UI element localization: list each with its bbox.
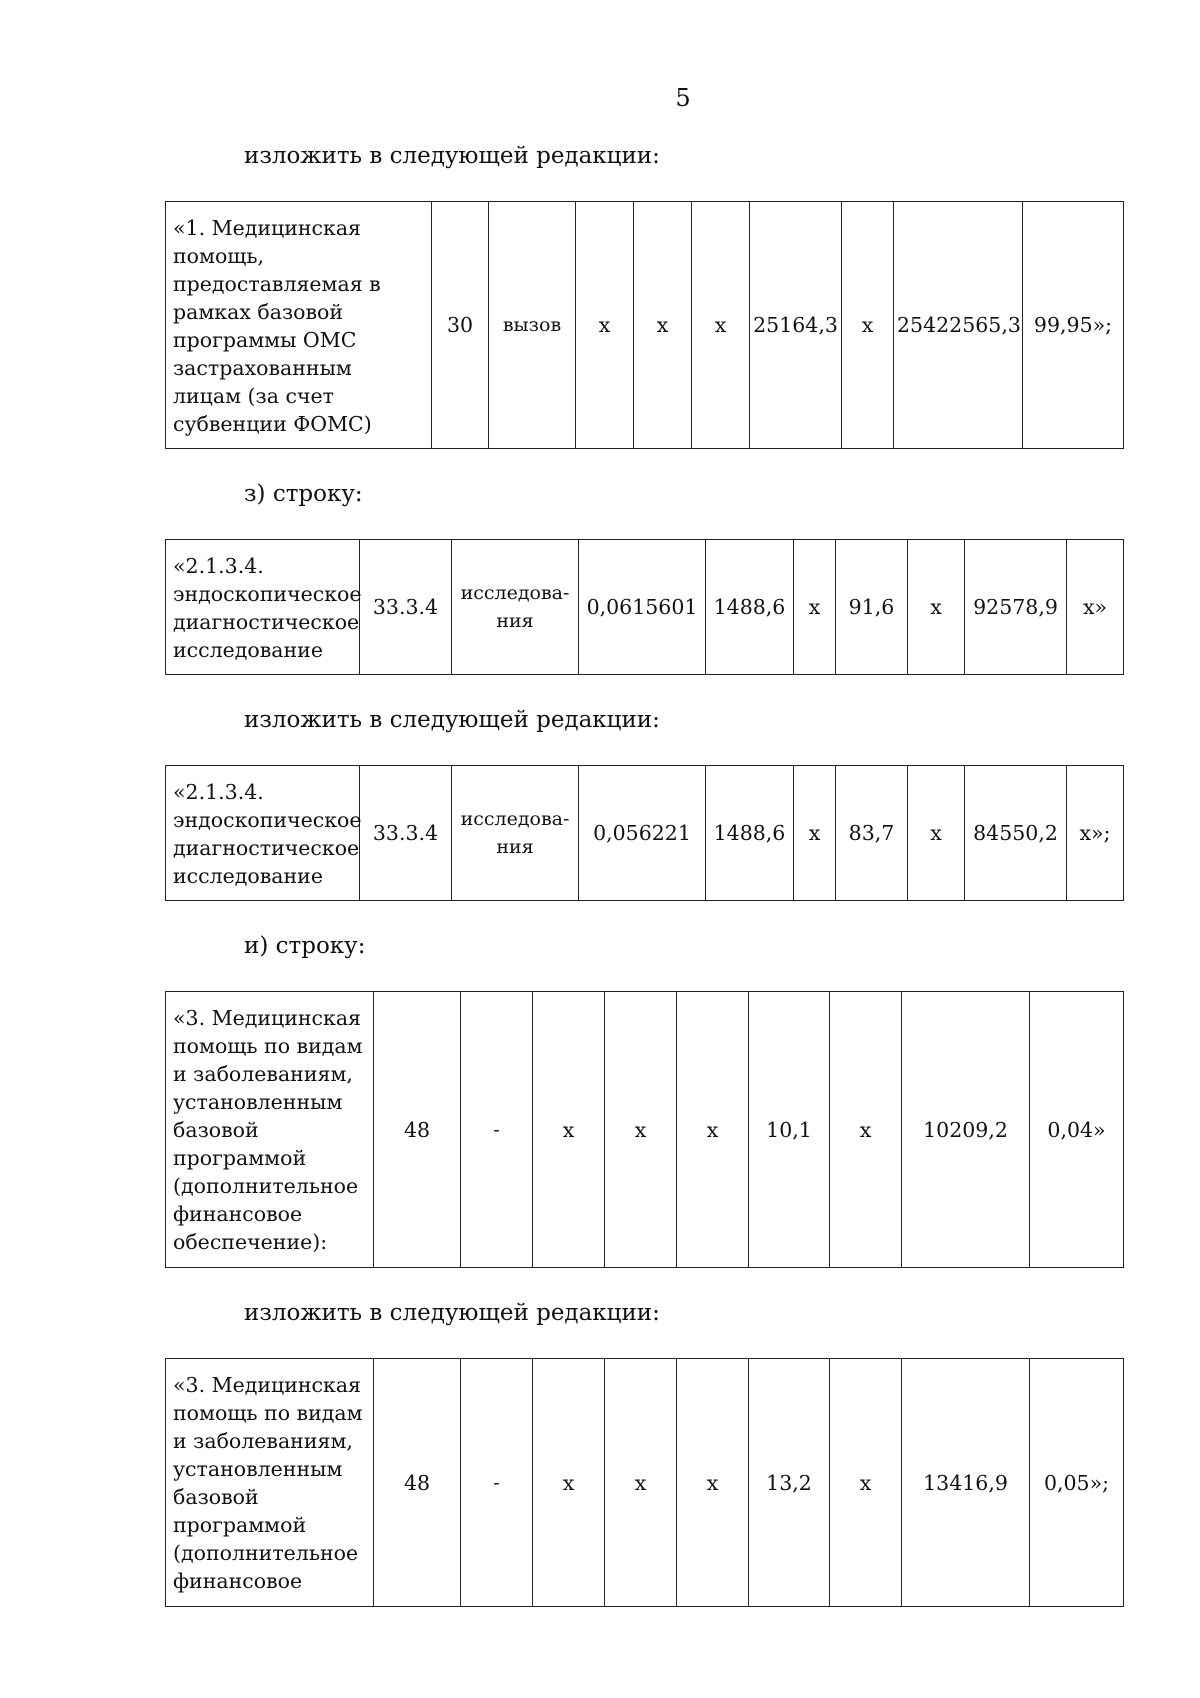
row-value-cell: х	[634, 202, 692, 449]
table-row	[165, 765, 1124, 901]
row-value-cell: х	[605, 1359, 677, 1607]
row-unit-cell: исследова-ния	[452, 540, 579, 675]
instruction-paragraph: з) строку:	[244, 481, 363, 507]
row-value-cell: 25422565,3	[894, 202, 1023, 449]
row-value-cell: х	[908, 540, 965, 675]
row-code-cell: 33.3.4	[360, 540, 452, 675]
row-value-cell: 0,0615601	[579, 540, 706, 675]
row-unit-cell: -	[461, 992, 533, 1268]
row-value-cell: 92578,9	[965, 540, 1067, 675]
row-unit-cell: -	[461, 1359, 533, 1607]
row-name-cell: «1. Медицинская помощь, предоставляемая в рамках базовой программы ОМС застрахованным лицам (за счет субвенции ФОМС)	[166, 202, 432, 449]
table-row	[165, 1358, 1124, 1607]
row-code-cell: 33.3.4	[360, 766, 452, 901]
row-value-cell: х	[830, 1359, 902, 1607]
row-name-cell: «3. Медицинская помощь по видам и заболеваниям, установленным базовой программой (дополнительное финансовое обеспечение):	[166, 992, 374, 1268]
row-value-cell: х	[794, 540, 836, 675]
row-value-cell: 0,05»;	[1030, 1359, 1124, 1607]
row-code-cell: 48	[374, 1359, 461, 1607]
row-value-cell: 84550,2	[965, 766, 1067, 901]
row-value-cell: х	[605, 992, 677, 1268]
row-value-cell: х	[842, 202, 894, 449]
row-name-cell: «2.1.3.4. эндоскопическое диагностическое исследование	[166, 540, 360, 675]
instruction-paragraph: изложить в следующей редакции:	[244, 1300, 660, 1326]
row-name-cell: «3. Медицинская помощь по видам и заболеваниям, установленным базовой программой (дополнительное финансовое	[166, 1359, 374, 1607]
instruction-paragraph: изложить в следующей редакции:	[244, 143, 660, 169]
row-value-cell: 1488,6	[706, 766, 794, 901]
row-value-cell: х	[533, 1359, 605, 1607]
row-value-cell: х	[908, 766, 965, 901]
row-code-cell: 30	[432, 202, 489, 449]
row-value-cell: 83,7	[836, 766, 908, 901]
row-value-cell: 10,1	[749, 992, 830, 1268]
row-value-cell: х	[692, 202, 750, 449]
row-value-cell: х	[576, 202, 634, 449]
instruction-paragraph: и) строку:	[244, 933, 366, 959]
page-number: 5	[675, 84, 691, 112]
row-value-cell: 13,2	[749, 1359, 830, 1607]
row-value-cell: х	[533, 992, 605, 1268]
row-unit-cell: вызов	[489, 202, 576, 449]
row-value-cell: х	[677, 992, 749, 1268]
row-value-cell: 25164,3	[750, 202, 842, 449]
table-row	[165, 991, 1124, 1268]
row-name-cell: «2.1.3.4. эндоскопическое диагностическое исследование	[166, 766, 360, 901]
row-value-cell: х»	[1067, 540, 1124, 675]
row-unit-cell: исследова-ния	[452, 766, 579, 901]
row-value-cell: 13416,9	[902, 1359, 1030, 1607]
row-value-cell: 10209,2	[902, 992, 1030, 1268]
row-value-cell: 1488,6	[706, 540, 794, 675]
table-row	[165, 539, 1124, 675]
table-row	[165, 201, 1124, 449]
row-value-cell: х	[794, 766, 836, 901]
row-value-cell: 99,95»;	[1023, 202, 1124, 449]
row-value-cell: х	[677, 1359, 749, 1607]
instruction-paragraph: изложить в следующей редакции:	[244, 707, 660, 733]
row-value-cell: х»;	[1067, 766, 1124, 901]
row-code-cell: 48	[374, 992, 461, 1268]
row-value-cell: 0,04»	[1030, 992, 1124, 1268]
row-value-cell: 91,6	[836, 540, 908, 675]
row-value-cell: х	[830, 992, 902, 1268]
row-value-cell: 0,056221	[579, 766, 706, 901]
